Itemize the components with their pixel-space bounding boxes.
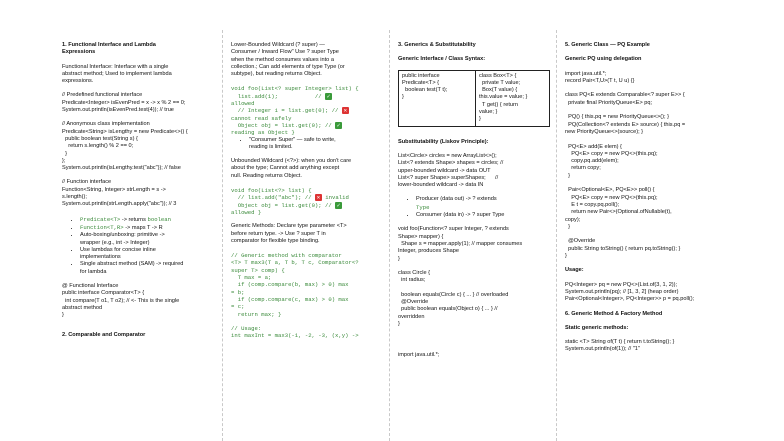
code-line: // Anonymous class implementation <box>62 121 150 128</box>
column-4 <box>557 0 727 441</box>
code-line: } <box>565 172 570 179</box>
text-line: Generic Methods: Declare type parameter <T> <box>231 223 347 230</box>
section-title: 1. Functional Interface and Lambda <box>62 42 156 48</box>
code-line: Pair<Optional<E>, PQ<E>> poll() { <box>565 187 655 194</box>
subsection-title: Generic PQ using delegation <box>565 56 642 63</box>
code-line: List<? super Shape> superShapes; // <box>398 174 499 181</box>
code-line: return copy; <box>565 165 601 172</box>
code-line: // Integer i = list.get(0); // ✕ <box>231 107 348 115</box>
list-item: • Predicate<T> -> returns boolean <box>80 216 216 224</box>
code-line: return max; } <box>231 310 282 318</box>
code-line <box>565 231 721 238</box>
code-line: list.add(1); // ✓ <box>231 92 331 100</box>
list-item: • Single abstract method (SAM) -> required for lambda <box>80 261 216 276</box>
text-line: when the method consumes values into a <box>231 56 334 63</box>
text-line: expressions. <box>62 78 94 85</box>
code-line: allowed <box>231 100 255 108</box>
check-icon: ✓ <box>326 92 331 100</box>
code-line: int radius; <box>398 277 426 284</box>
code-line: boolean equals(Circle c) { ... } // overloaded <box>398 291 509 298</box>
code-line: private final PriorityQueue<E> pq; <box>565 99 653 106</box>
code-line: public boolean equals(Object o) { ... } // <box>398 306 498 313</box>
cross-icon: ✕ <box>343 107 348 115</box>
code-line: @Override <box>398 299 429 306</box>
code-line: class PQ<E extends Comparable<? super E>> { <box>565 92 685 99</box>
code-line: System.out.println(isEvenPred.test(4)); // true <box>62 107 174 114</box>
code-line: upper-bounded wildcard -> data OUT <box>398 167 491 174</box>
code-line: System.out.println(strLength.apply("abc")); // 3 <box>62 201 177 208</box>
code-line <box>565 107 721 114</box>
code-line: s.length(); <box>62 194 87 201</box>
syntax-cell-interface: public interface Predicate<T> { boolean test(T t); } <box>399 71 476 126</box>
code-line: int compare(T o1, T o2); // <- This is the single <box>62 297 180 304</box>
code-line: void foo(List<? super Integer> list) { <box>231 85 359 93</box>
code-line: System.out.println(isLengthy.test("abc")); // false <box>62 165 181 172</box>
code-line: public interface Comparator<T> { <box>62 290 145 297</box>
code-line: if (comp.compare(c, max) > 0) max <box>231 295 349 303</box>
code-line: System.out.println(of(1)); // "1" <box>565 346 640 353</box>
code-line: E t = copy.pq.poll(); <box>565 201 620 208</box>
code-line: } <box>565 223 570 230</box>
bullet-list <box>398 196 550 219</box>
text-line: Lower-Bounded Wildcard (? super) — <box>231 42 325 48</box>
text-line: Functional Interface: Interface with a single <box>62 63 169 70</box>
code-line: return new Pair<>(Optional.ofNullable(t), <box>565 209 672 216</box>
section-title: 3. Generics & Substitutability <box>398 42 476 48</box>
code-line: Shape> mapper) { <box>398 233 444 240</box>
code-line: System.out.println(pq); // [1, 3, 2] (heap order) <box>565 288 679 295</box>
text-line: subtype), but reading returns Object. <box>231 71 322 78</box>
code-line: // list.add("abc"); // ✕ invalid <box>231 194 349 202</box>
section-title: Expressions <box>62 49 96 56</box>
code-line <box>565 85 721 92</box>
text-line: comparator for flexible type binding. <box>231 237 320 244</box>
bullet-list <box>231 137 383 152</box>
code-line <box>565 180 721 187</box>
code-line: Function<String, Integer> strLength = s -> <box>62 186 166 193</box>
text-line: before return type. -> Use ? super T in <box>231 230 326 237</box>
column-2 <box>223 0 389 441</box>
text-line: Unbounded Wildcard (<?>): when you don't care <box>231 158 352 165</box>
code-line: abstract method <box>62 304 103 311</box>
code-line: List<Circle> circles = new ArrayList<>(); <box>398 152 497 159</box>
syntax-cell-class: class Box<T> { private T value; Box(T value) { this.value = value; } T get() { return value; } } <box>479 72 528 123</box>
section-title: 2. Comparable and Comparator <box>62 331 146 338</box>
code-line: import java.util.*; <box>565 70 607 77</box>
code-line: PQ() { this.pq = new PriorityQueue<>(); } <box>565 114 669 121</box>
text-line: collection.; Can add elements of type Type (or <box>231 63 345 70</box>
code-line: overridden <box>398 313 425 320</box>
code-line: allowed } <box>231 208 262 216</box>
code-line: Predicate<String> isLengthy = new Predicate<>() { <box>62 128 188 135</box>
code-line: Object obj = list.get(0); // ✓ <box>231 201 341 209</box>
code-line: PQ<E> copy = new PQ<>(this.pq); <box>565 150 658 157</box>
code-line: T max = a; <box>231 274 272 282</box>
column-3 <box>390 0 556 441</box>
subsection-title: Generic Interface / Class Syntax: <box>398 56 486 63</box>
syntax-table <box>398 70 550 127</box>
code-line: } <box>398 320 400 327</box>
section-title: 6. Generic Method & Factory Method <box>565 310 663 317</box>
code-line: <T> T max3(T a, T b, T c, Comparator<? <box>231 259 359 267</box>
code-line: } <box>62 312 64 319</box>
list-item: • Auto-boxing/unboxing: primitive -> wrapper (e.g., int -> Integer) <box>80 232 216 247</box>
cross-icon: ✕ <box>316 194 321 202</box>
list-item: • Producer (data out) -> ? extends Type <box>416 196 550 212</box>
list-item: • Consumer (data in) -> ? super Type <box>416 212 550 219</box>
subsection-title: Substitutability (Liskov Principle): <box>398 138 489 145</box>
code-line: @Override <box>565 238 596 245</box>
code-line: copy); <box>565 216 581 223</box>
code-line: reading as Object } <box>231 129 295 137</box>
code-line: record Pair<T,U>(T t, U u) {} <box>565 77 635 84</box>
text-line: Consumer / Inward Flow" Use ? super Type <box>231 49 339 56</box>
code-line <box>398 284 550 291</box>
text-line: abstract method; Used to implement lambda <box>62 70 172 77</box>
code-line: import java.util.*; <box>398 352 440 359</box>
list-item: • Use lambdas for concise inline implementations <box>80 247 216 262</box>
code-line: static <T> String of(T t) { return t.toString(); } <box>565 339 675 346</box>
code-line: PQ<E> add(E elem) { <box>565 143 622 150</box>
code-line: class Circle { <box>398 269 431 276</box>
list-item: • Function<T,R> -> maps T -> R <box>80 224 216 232</box>
bullet-list <box>62 216 216 276</box>
check-icon: ✓ <box>336 201 341 209</box>
code-line: List<? extends Shape> shapes = circles; // <box>398 160 504 167</box>
code-line: = b; <box>231 288 245 296</box>
text-line: about the type; Cannot add anything except <box>231 165 340 172</box>
code-line: int maxInt = max3(-1, -2, -3, (x,y) -> <box>231 332 359 340</box>
code-line: } <box>565 253 567 260</box>
code-line: // Function interface <box>62 179 112 186</box>
code-line: // Usage: <box>231 325 262 333</box>
code-line: void foo(Function<? super Integer, ? extends <box>398 226 509 233</box>
subsection-title: Static generic methods: <box>565 324 629 331</box>
code-line: = c; <box>231 303 245 311</box>
code-line: }; <box>62 157 66 164</box>
code-line: if (comp.compare(b, max) > 0) max <box>231 281 349 289</box>
code-line: } <box>62 150 67 157</box>
subsection-title: Usage: <box>565 267 584 274</box>
code-line <box>565 136 721 143</box>
code-line: super T> comp) { <box>231 266 285 274</box>
code-line: @ Functional Interface <box>62 283 119 290</box>
code-line: PQ(Collection<? extends E> source) { this.pq = <box>565 121 686 128</box>
code-line: PQ<E> copy = new PQ<>(this.pq); <box>565 194 658 201</box>
code-line: // Predefined functional interface <box>62 92 143 99</box>
code-line: void foo(List<?> list) { <box>231 187 312 195</box>
section-title: 5. Generic Class — PQ Example <box>565 42 650 48</box>
code-line: Integer, produces Shape <box>398 248 459 255</box>
code-line: } <box>398 255 400 262</box>
code-line: copy.pq.add(elem); <box>565 158 619 165</box>
list-item: • "Consumer Super" — safe to write, reading is limited. <box>249 137 383 152</box>
code-line: Object obj = list.get(0); // ✓ <box>231 121 341 129</box>
check-icon: ✓ <box>336 121 341 129</box>
code-line: public String toString() { return pq.toString(); } <box>565 245 681 252</box>
text-line: null. Reading returns Object. <box>231 172 302 179</box>
code-line: PQ<Integer> pq = new PQ<>(List.of(3, 1, 2)); <box>565 281 678 288</box>
code-line: lower-bounded wildcard -> data IN <box>398 182 484 189</box>
code-block <box>565 71 721 261</box>
code-line: public boolean test(String s) { <box>62 135 138 142</box>
code-line: // Generic method with comparator <box>231 252 342 260</box>
code-line: Shape s = mapper.apply(1); // mapper consumes <box>398 240 523 247</box>
code-line <box>231 318 383 325</box>
code-line: Pair<Optional<Integer>, PQ<Integer>> p = pq.poll(); <box>565 296 695 303</box>
code-line: cannot read safely <box>231 114 292 122</box>
code-line: Predicate<Integer> isEvenPred = x -> x % 2 == 0; <box>62 99 186 106</box>
column-1 <box>54 0 222 441</box>
code-line: new PriorityQueue<>(source); } <box>565 128 644 135</box>
code-line: return s.length() % 2 == 0; <box>62 143 134 150</box>
